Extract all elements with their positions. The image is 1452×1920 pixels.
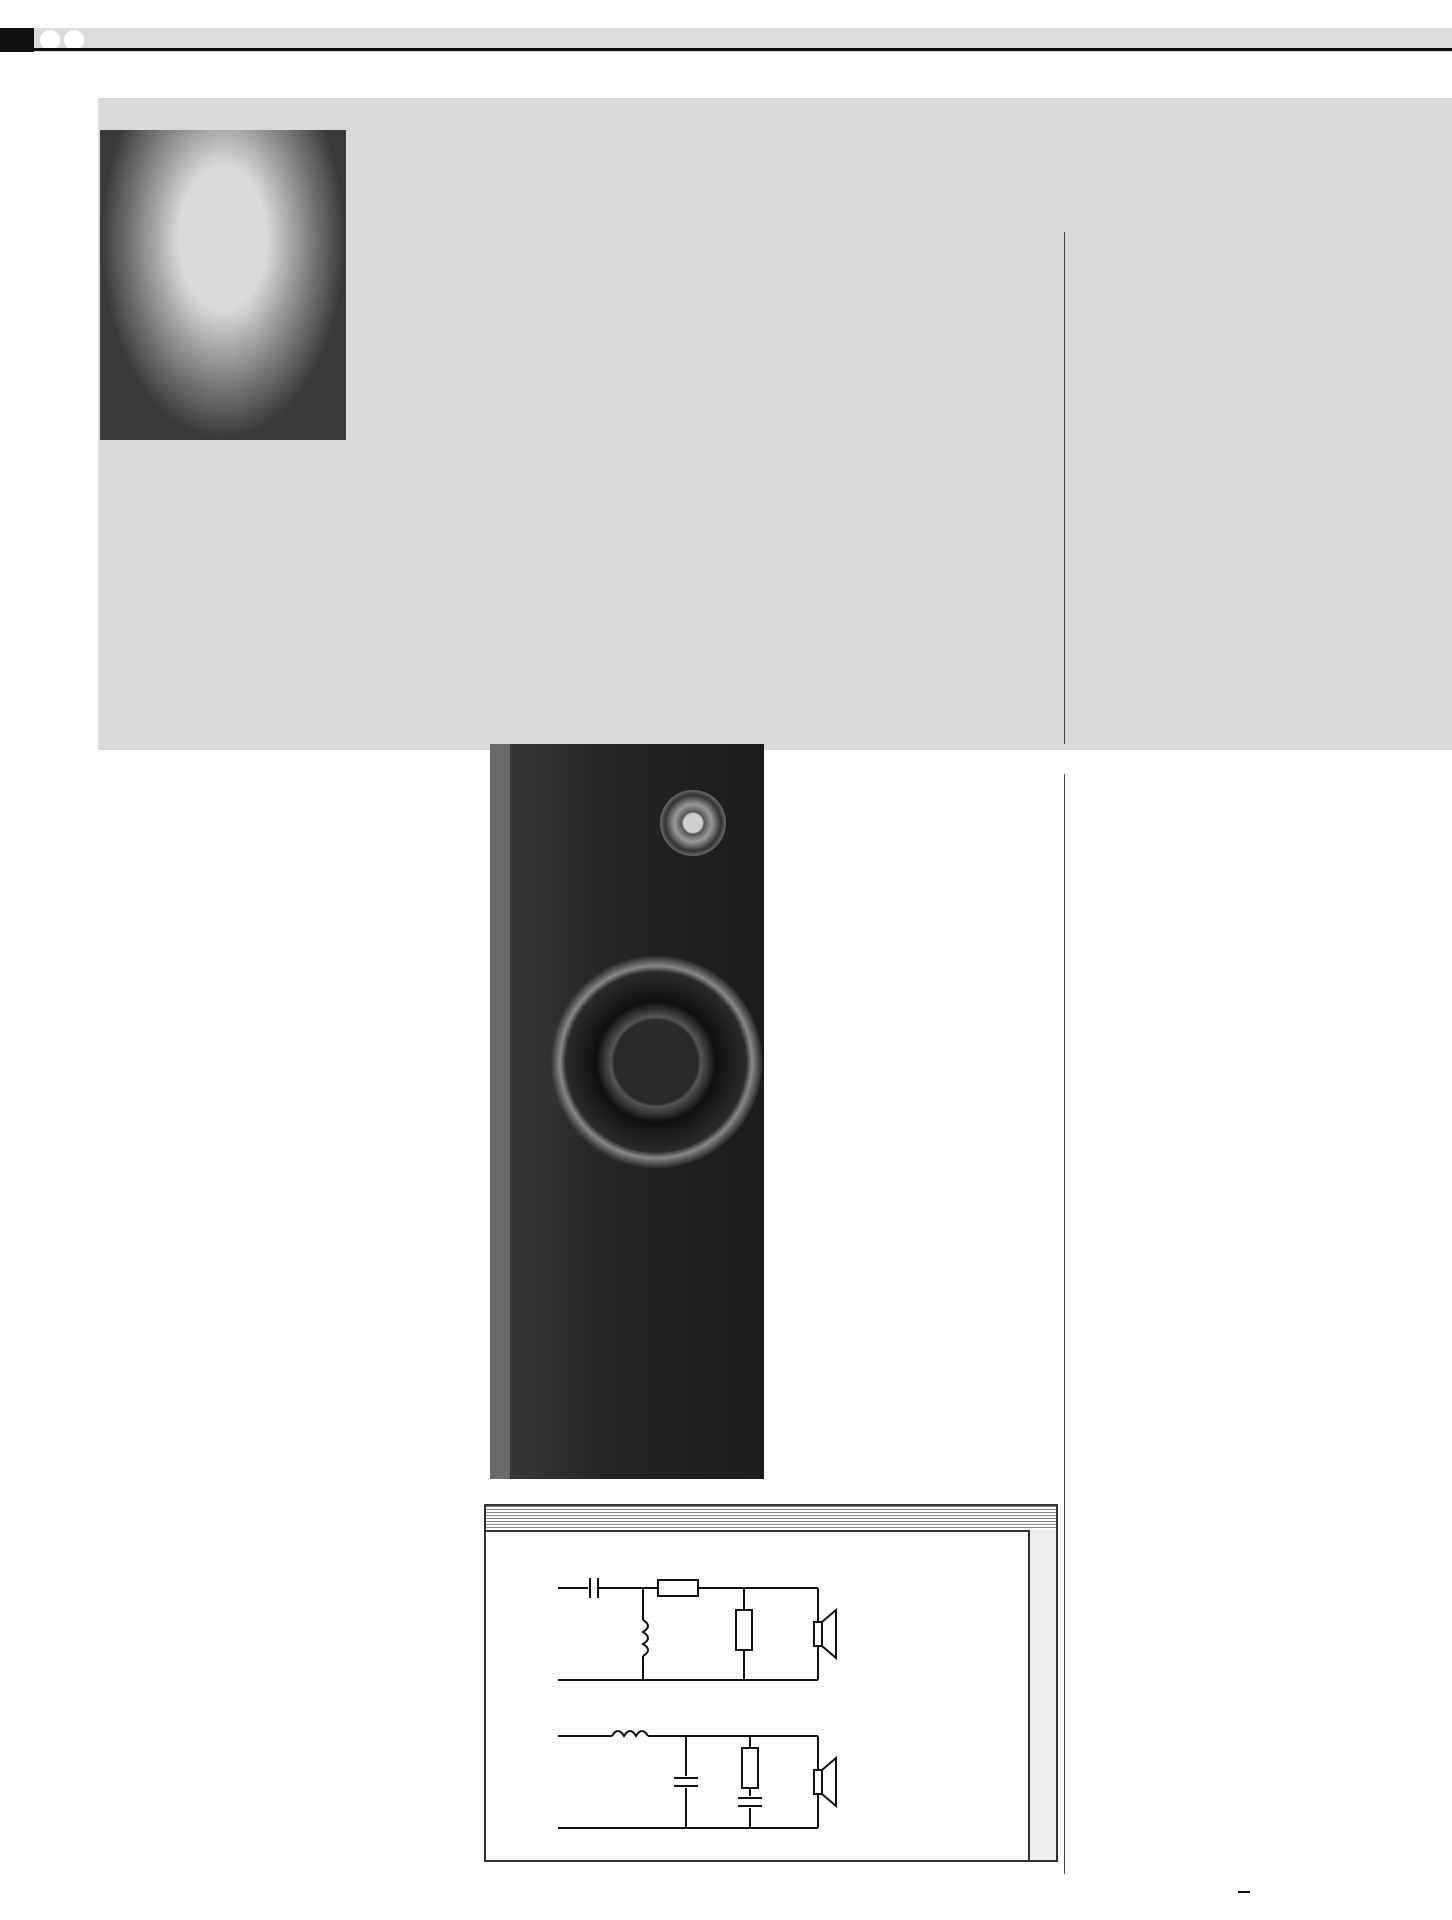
footer [1238,1880,1258,1898]
filter-circuit [488,1530,1028,1860]
section-bar [0,28,1452,52]
woofer [550,956,762,1168]
tweeter [660,790,726,856]
intro-column-1 [682,232,1052,238]
brand-logo [1238,1891,1250,1893]
filter-schema-window [484,1504,1058,1862]
column-divider [1064,774,1065,1874]
header-rule [0,48,1452,51]
chevron-right-icon [64,30,84,50]
cabinet-side [490,744,510,1479]
speaker-cabinet-photo [490,744,764,1479]
window-title-bar [486,1506,1056,1532]
chevron-right-icon [40,30,60,50]
window-scrollbar[interactable] [1028,1530,1056,1860]
column-divider [1064,232,1065,744]
author-photo [100,130,346,440]
